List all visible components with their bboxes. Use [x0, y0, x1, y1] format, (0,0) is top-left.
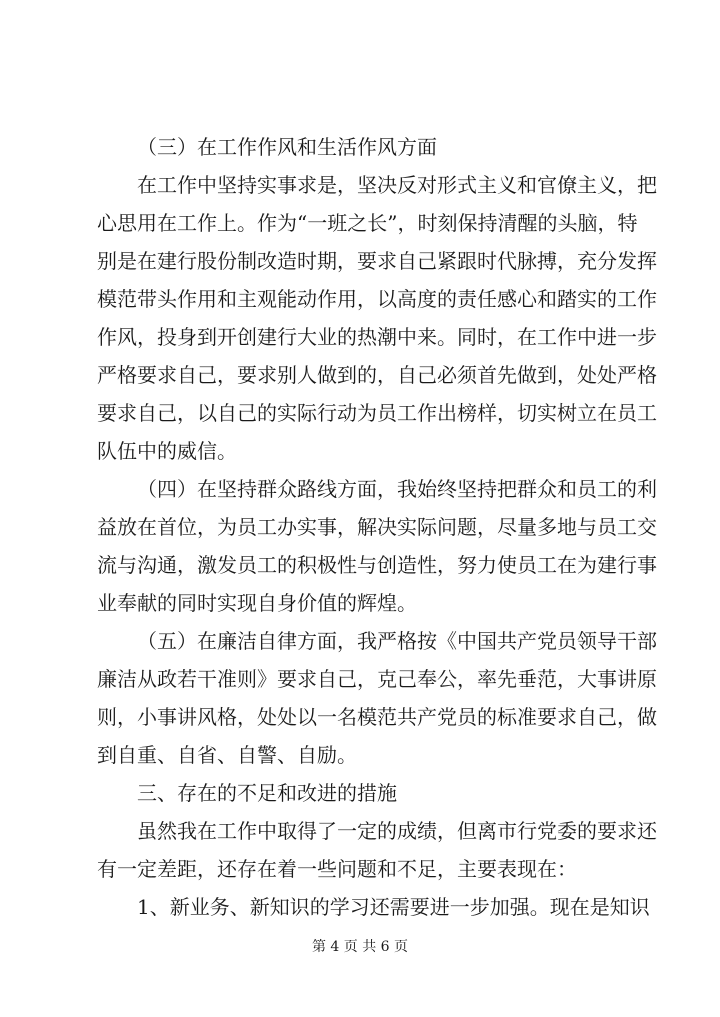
text-line: 在工作中坚持实事求是，坚决反对形式主义和官僚主义，把 [137, 173, 657, 197]
paragraph-line [0, 358, 720, 392]
paragraph-line [0, 472, 720, 506]
paragraph-line [0, 396, 720, 430]
text-line: 虽然我在工作中取得了一定的成绩，但离市行党委的要求还 [137, 819, 657, 843]
text-line: 队伍中的威信。 [97, 439, 237, 463]
paragraph-line [0, 206, 720, 240]
paragraph-line [0, 548, 720, 582]
paragraph-line [0, 244, 720, 278]
text-line: 流与沟通，激发员工的积极性与创造性，努力使员工在为建行事 [97, 553, 657, 577]
text-line: 心思用在工作上。作为“一班之长”，时刻保持清醒的头脑，特 [97, 211, 638, 235]
text-line: 1、新业务、新知识的学习还需要进一步加强。现在是知识 [137, 895, 650, 919]
paragraph-line [0, 662, 720, 696]
text-line: 三、存在的不足和改进的措施 [137, 781, 397, 805]
paragraph-line [0, 738, 720, 772]
text-line: 要求自己，以自己的实际行动为员工作出榜样，切实树立在员工 [97, 401, 657, 425]
paragraph-line [0, 586, 720, 620]
text-line: 有一定差距，还存在着一些问题和不足，主要表现在： [97, 857, 577, 881]
page-number-footer: 第 4 页 共 6 页 [311, 939, 409, 955]
text-line: 别是在建行股份制改造时期，要求自己紧跟时代脉搏，充分发挥 [97, 249, 657, 273]
text-line: 廉洁从政若干准则》要求自己，克己奉公，率先垂范，大事讲原 [97, 667, 657, 691]
text-line: 到自重、自省、自警、自励。 [97, 743, 357, 767]
paragraph-line [0, 434, 720, 468]
text-line: （四）在坚持群众路线方面，我始终坚持把群众和员工的利 [137, 477, 657, 501]
paragraph-line [0, 282, 720, 316]
text-line: 严格要求自己，要求别人做到的，自己必须首先做到，处处严格 [97, 363, 657, 387]
text-line: （三）在工作作风和生活作风方面 [137, 135, 437, 159]
text-line: 作风，投身到开创建行大业的热潮中来。同时，在工作中进一步 [97, 325, 657, 349]
paragraph-line [0, 624, 720, 658]
text-line: 益放在首位，为员工办实事，解决实际问题，尽量多地与员工交 [97, 515, 657, 539]
paragraph-line [0, 168, 720, 202]
paragraph-line [0, 700, 720, 734]
paragraph-line [0, 814, 720, 848]
section-heading-shortcomings [0, 776, 720, 810]
text-line: 则，小事讲风格，处处以一名模范共产党员的标准要求自己，做 [97, 705, 657, 729]
text-line: 业奉献的同时实现自身价值的辉煌。 [97, 591, 417, 615]
paragraph-line [0, 320, 720, 354]
text-line: （五）在廉洁自律方面，我严格按《中国共产党员领导干部 [137, 629, 657, 653]
paragraph-line [0, 890, 720, 924]
text-line: 模范带头作用和主观能动作用，以高度的责任感心和踏实的工作 [97, 287, 657, 311]
section-heading-work-style [0, 130, 720, 164]
paragraph-line [0, 510, 720, 544]
paragraph-line [0, 852, 720, 886]
